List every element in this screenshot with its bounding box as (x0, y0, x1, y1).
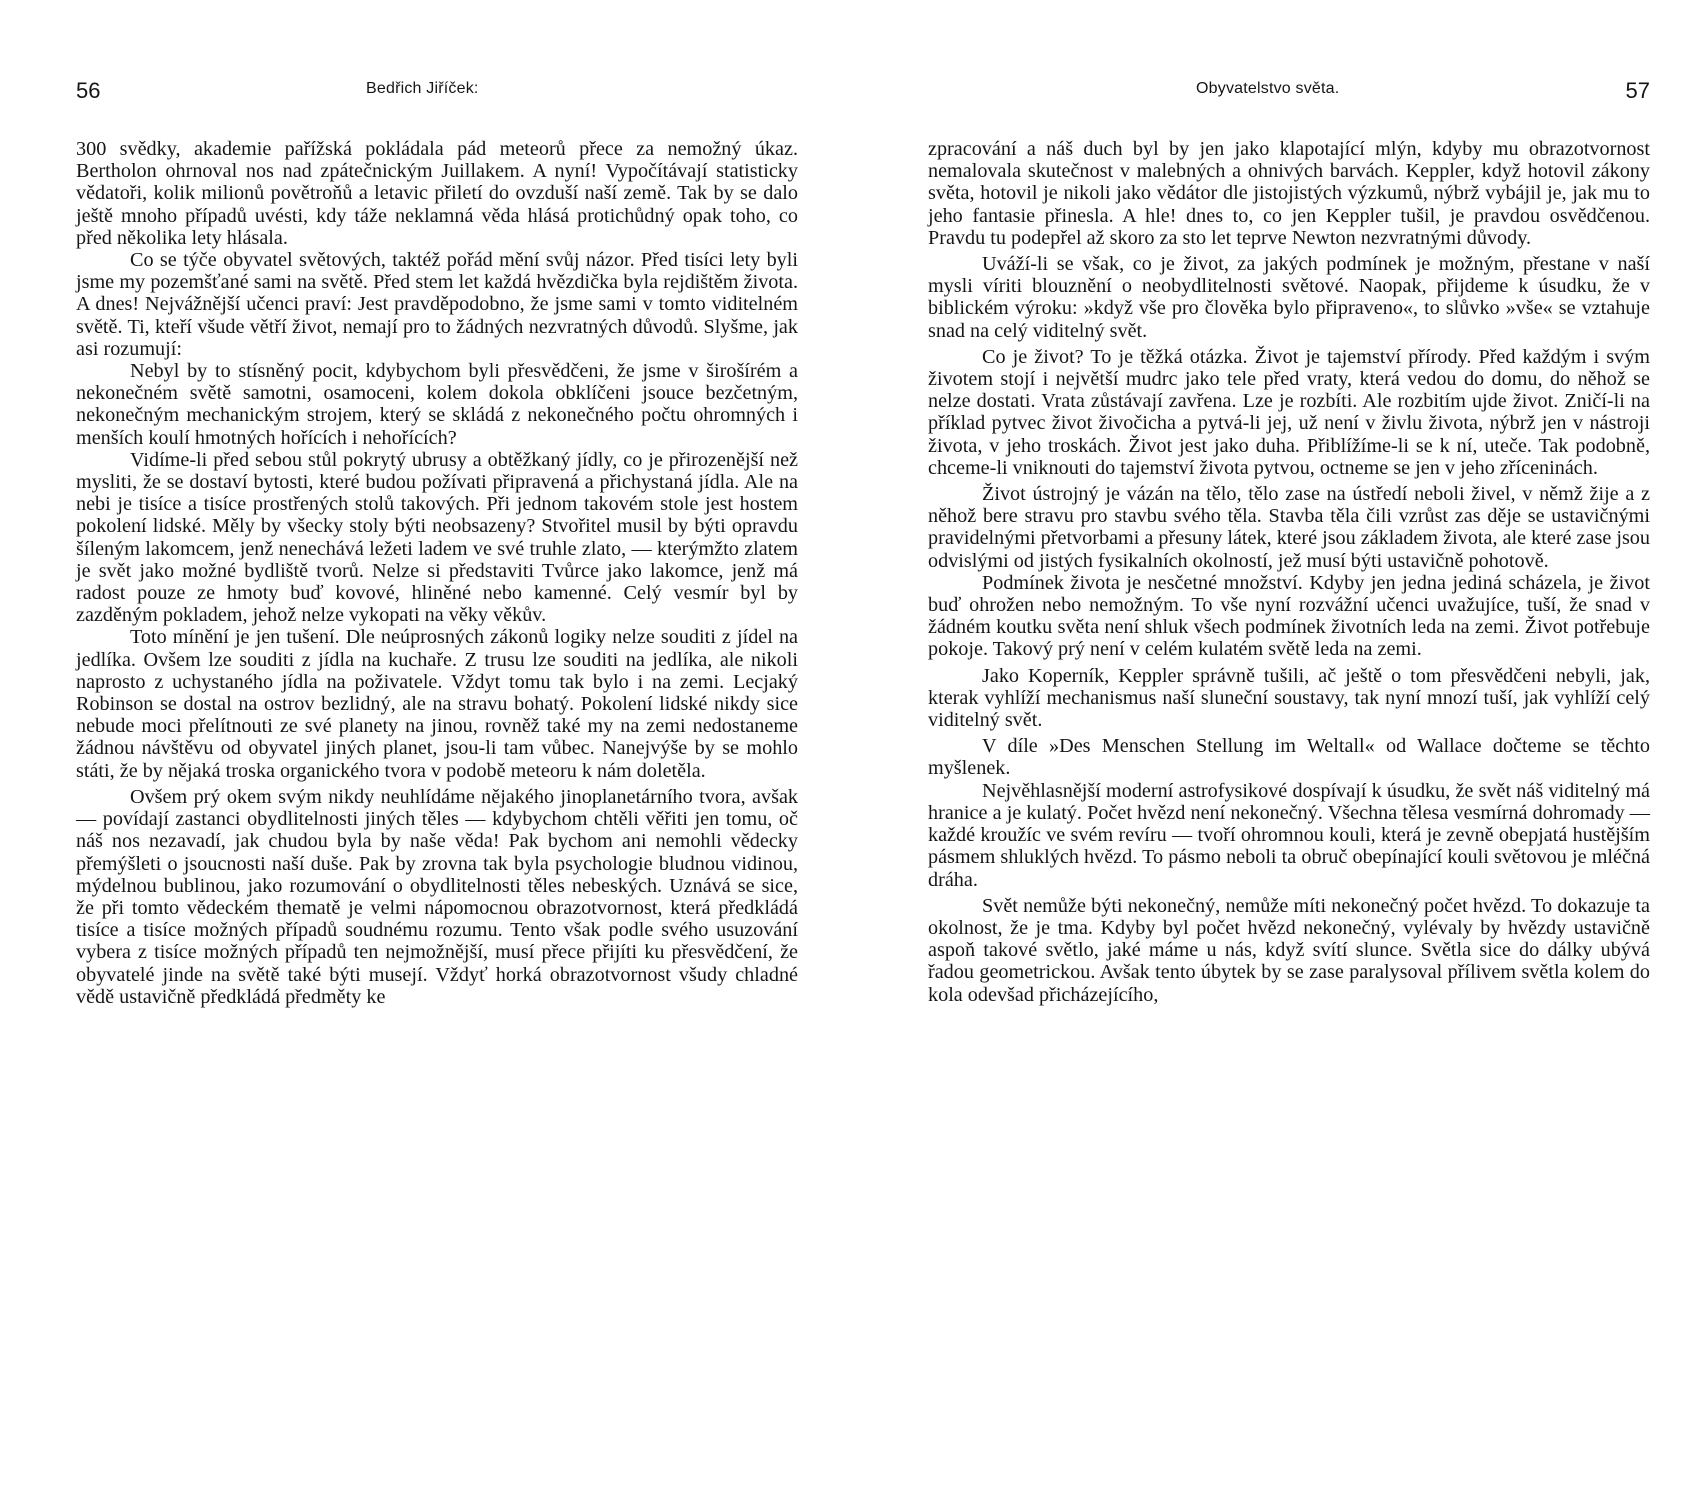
paragraph: Co je život? To je těžká otázka. Život je tajemství přírody. Před každým i svým životem stojí i největší mudrc jako tele před vraty, která vedou do domu, do něhož se nelze dostati. Vrata zůstávají zavřena. Lze je rozbíti. Ale rozbitím ujde život. Zničí-li na příklad pytvec život živočicha a pytvá-li jej, už není v živlu života, nýbrž jen v nástroji života, v jeho troskách. Život jest jako duha. Přiblížíme-li se k ní, uteče. Tak podobně, chceme-li vniknouti do tajemství života pytvou, octneme se jen v jeho zříceninách. (928, 345, 1650, 479)
paragraph: Nejvěhlasnější moderní astrofysikové dospívají k úsudku, že svět náš viditelný má hranice a je kulatý. Počet hvězd není nekonečný. Všechna tělesa vesmírná dohromady — každé kroužíc ve svém revíru — tvoří ohromnou kouli, která je zevně obepjatá hustějším pásmem shluklých hvězd. To pásmo neboli ta obruč obepínající kouli světovou je mléčná dráha. (928, 779, 1650, 891)
page-number-left: 56 (76, 78, 101, 103)
left-page (76, 78, 798, 1478)
paragraph: Nebyl by to stísněný pocit, kdybychom byli přesvědčeni, že jsme v širošírém a nekonečném světě samotni, osamoceni, kolem dokola obklíčeni jsouce bezčetným, nekonečným mechanickým strojem, který se skládá z nekonečného počtu ohromných i menších koulí hmotných hořících i nehořících? (76, 360, 798, 449)
running-head-right: Obyvatelstvo světa. (1196, 80, 1340, 97)
paragraph: Podmínek života je nesčetné množství. Kdyby jen jedna jediná scházela, je život buď ohrožen nebo nemožným. To vše nyní rozvážní učenci uvažujíce, tuší, že snad v žádném koutku světa není shluk všech podmínek životních leda na zemi. Život potřebuje pokoje. Takový prý není v celém kulatém světě leda na zemi. (928, 571, 1650, 661)
running-head-left: Bedřich Jiříček: (366, 80, 479, 97)
paragraph: V díle »Des Menschen Stellung im Weltall« od Wallace dočteme se těchto myšlenek. (928, 735, 1650, 780)
page-number-right: 57 (1625, 78, 1650, 103)
right-page (928, 78, 1650, 1478)
paragraph: Co se týče obyvatel světových, taktéž pořád mění svůj názor. Před tisíci lety byli jsme my pozemšťané sami na světě. Před stem let každá hvězdička byla rejdištěm života. A dnes! Nejvážnější učenci praví: Jest pravděpodobno, že jsme sami v tomto viditelném světě. Ti, kteří všude větří život, nemají pro to žádných nezvratných důvodů. Slyšme, jak asi rozumují: (76, 249, 798, 360)
right-page-body (928, 138, 1650, 1006)
paragraph: Uváží-li se však, co je život, za jakých podmínek je možným, přestane v naší mysli víriti blouznění o neobydlitelnosti světové. Naopak, přijdeme k úsudku, že v biblickém výroku: »když vše pro člověka bylo připraveno«, to slůvko »vše« se vztahuje snad na celý viditelný svět. (928, 253, 1650, 342)
paragraph: Vidíme-li před sebou stůl pokrytý ubrusy a obtěžkaný jídly, co je přirozenější než mysliti, že se dostaví bytosti, které budou požívati připravená a přichystaná jídla. Ale na nebi je tisíce a tisíce prostřených stolů takových. Při jednom takovém stole jest hostem pokolení lidské. Měly by všecky stoly býti neobsazeny? Stvořitel musil by býti opravdu šíleným lakomcem, jenž nenechává ležeti ladem ve své truhle zlato, — kterýmžto zlatem je svět jako možné bydliště tvorů. Nelze si představiti Tvůrce jako lakomce, jenž má radost pouze ze hmoty buď kovové, hliněné nebo kamenné. Celý vesmír byl by zazděným pokladem, jehož nelze vykopati na věky věkův. (76, 448, 798, 627)
paragraph: zpracování a náš duch byl by jen jako klapotající mlýn, kdyby mu obrazotvornost nemalovala skutečnost v malebných a ohnivých barvách. Keppler, když hotovil zákony světa, hotovil je nikoli jako vědátor dle jistojistých výzkumů, nýbrž vybájil je, jak mu to jeho fantasie přinesla. A hle! dnes to, co jen Keppler tušil, je pravdou osvědčenou. Pravdu tu podepřel až skoro za sto let teprve Newton nezvratnými důvody. (928, 138, 1650, 249)
right-page-header (928, 78, 1650, 108)
paragraph: Život ústrojný je vázán na tělo, tělo zase na ústředí neboli živel, v němž žije a z něhož bere stravu pro stavbu svého těla. Stavba těla čili vzrůst zas děje se ustavičnými pravidelnými přetvorbami a přesuny látek, které jsou základem života, ale které zase jsou odvislými od jistých fysikalních okolností, jež musí býti ustavičně pohotově. (928, 483, 1650, 572)
paragraph: 300 svědky, akademie pařížská pokládala pád meteorů přece za nemožný úkaz. Bertholon ohrnoval nos nad zpátečnickým Juillakem. A nyní! Vypočítávají statisticky vědatoři, kolik milionů povětroňů a letavic přiletí do ovzduší naší země. Tak by se dalo ještě mnoho případů uvésti, kdy táže neklamná věda hlásá protichůdný opak toho, co před několika lety hlásala. (76, 138, 798, 249)
paragraph: Toto mínění je jen tušení. Dle neúprosných zákonů logiky nelze souditi z jídel na jedlíka. Ovšem lze souditi z jídla na kuchaře. Z trusu lze souditi na jedlíka, ale nikoli naprosto z uchystaného jídla na poživatele. Vždyt tomu tak bylo i na zemi. Lecjaký Robinson se dostal na ostrov bezlidný, ale na stravu bohatý. Pokolení lidské nikdy sice nebude moci přelítnouti ze své planety na jinou, rovněž také my na zemi nedostaneme žádnou návštěvu od obyvatel jiných planet, jsou-li tam vůbec. Nanejvýše by se mohlo státi, že by nějaká troska organického tvora v podobě meteoru k nám doletěla. (76, 626, 798, 782)
paragraph: Jako Koperník, Keppler správně tušili, ač ještě o tom přesvědčeni nebyli, jak, kterak vyhlíží mechanismus naší sluneční soustavy, tak nyní mnozí tuší, jak vyhlíží celý viditelný svět. (928, 664, 1650, 732)
paragraph: Svět nemůže býti nekonečný, nemůže míti nekonečný počet hvězd. To dokazuje ta okolnost, že je tma. Kdyby byl počet hvězd nekonečný, vylévaly by hvězdy ustavičně aspoň takové světlo, jaké máme u nás, když svítí slunce. Světla sice do dálky ubývá řadou geometrickou. Avšak tento úbytek by se zase paralysoval přílivem světla kolem do kola odevšad přicházejícího, (928, 894, 1650, 1006)
left-page-header (76, 78, 798, 108)
paragraph: Ovšem prý okem svým nikdy neuhlídáme nějakého jinoplanetárního tvora, avšak — povídají zastanci obydlitelnosti jiných těles — kdybychom chtěli věřiti jen tomu, oč náš nos nezavadí, jak chudou byla by naše věda! Pak bychom ani nemohli vědecky přemýšleti o jsoucnosti naší duše. Pak by zrovna tak byla psychologie bludnou vidinou, mýdelnou bublinou, jako rozumování o obydlitelnosti těles nebeských. Uznává se sice, že při tomto vědeckém thematě je velmi nápomocnou obrazotvornost, která předkládá tisíce a tisíce možných případů soudnému rozumu. Tento však podle svého usuzování vybera z tisíce možných případů ten nejmožnější, musí přece přijíti ku přesvědčení, že obyvatelé jinde na světě také býti musejí. Vždyť horká obrazotvornost všudy chladné vědě ustavičně předkládá předměty ke (76, 785, 798, 1008)
left-page-body (76, 138, 798, 1008)
